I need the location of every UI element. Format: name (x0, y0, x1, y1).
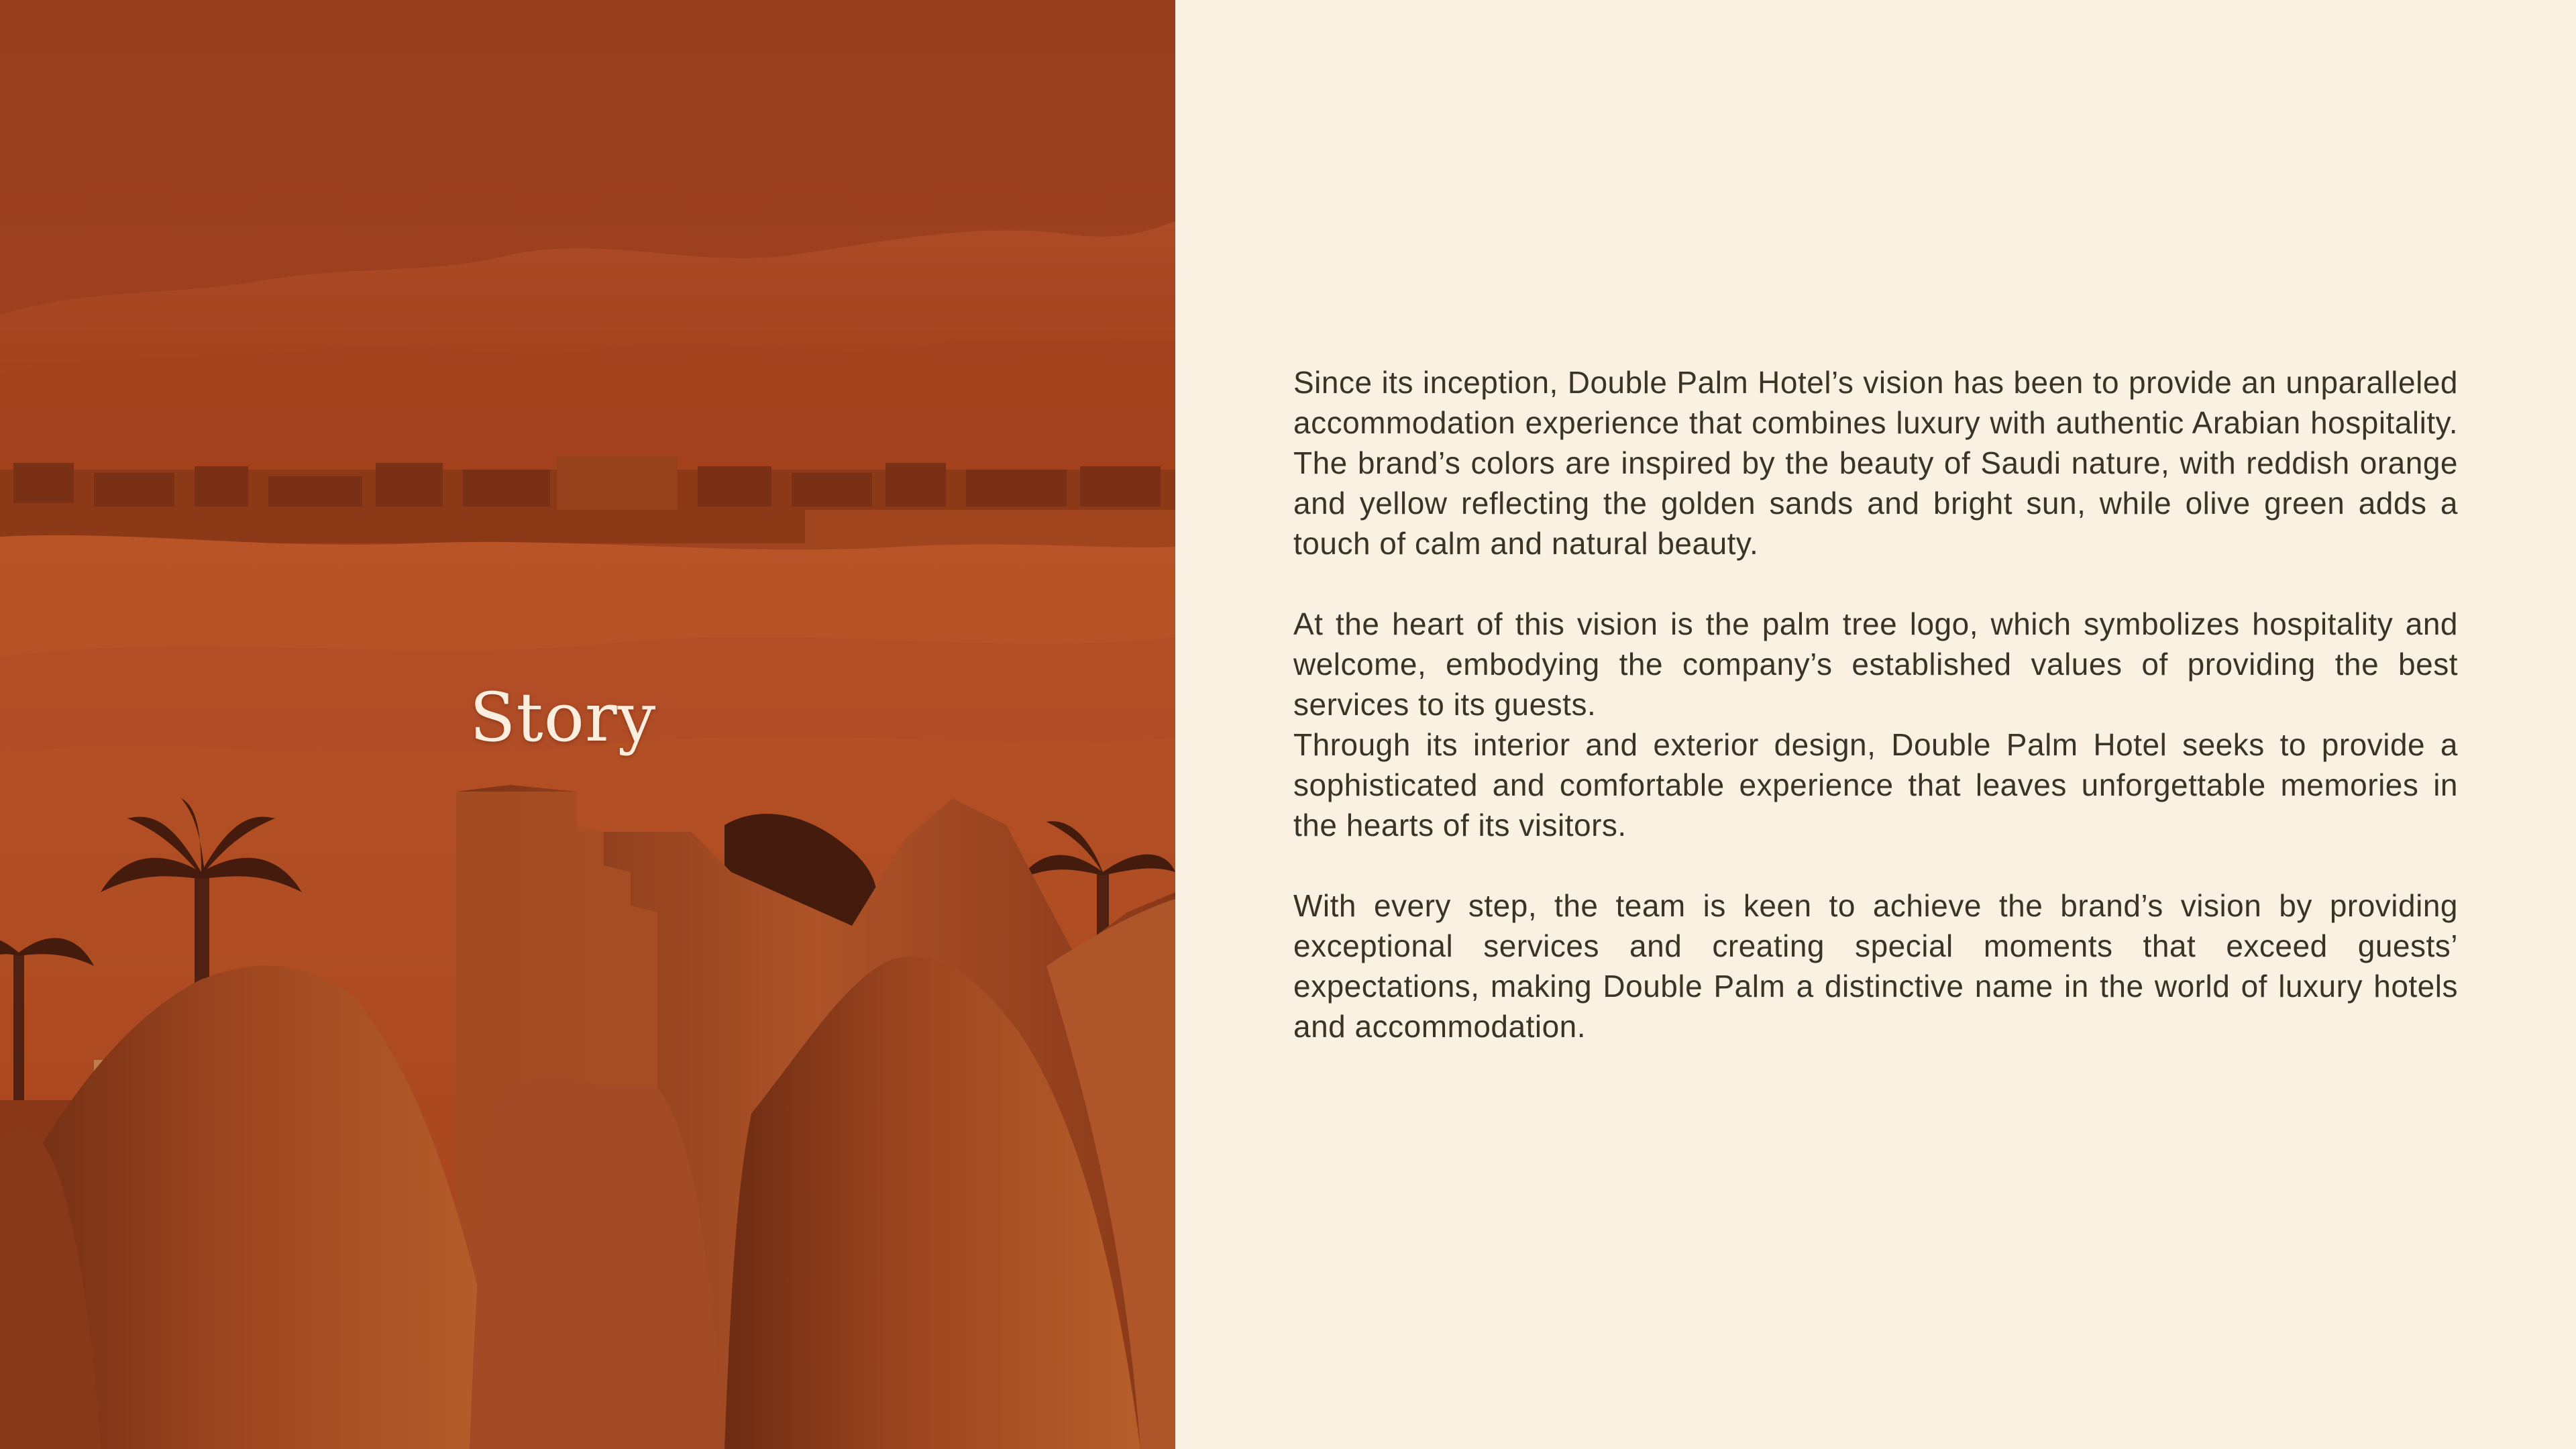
desert-resort-photo (0, 0, 1175, 1449)
paragraph-design: Through its interior and exterior design, Double Palm Hotel seeks to provide a sophisticated and comfortable experience that leaves unforgettable memories in the hearts of its visitors. (1293, 727, 2458, 843)
paragraph-team: With every step, the team is keen to achieve the brand’s vision by providing exceptional services and creating special moments that exceed guests’ expectations, making Double Palm a distinctive name in the world of luxury hotels and accommodation. (1293, 888, 2458, 1044)
paragraph-vision: Since its inception, Double Palm Hotel’s vision has been to provide an unparalleled accommodation experience that combines luxury with authentic Arabian hospitality. The brand’s colors are inspired by the beauty of Saudi nature, with reddish orange and yellow reflecting the golden sands and bright sun, while olive green adds a touch of calm and natural beauty. (1293, 365, 2458, 561)
story-title: Story (470, 678, 657, 757)
story-text (1293, 362, 2458, 1046)
paragraph-logo: At the heart of this vision is the palm tree logo, which symbolizes hospitality and welcome, embodying the company’s established values of providing the best services to its guests. (1293, 606, 2458, 722)
